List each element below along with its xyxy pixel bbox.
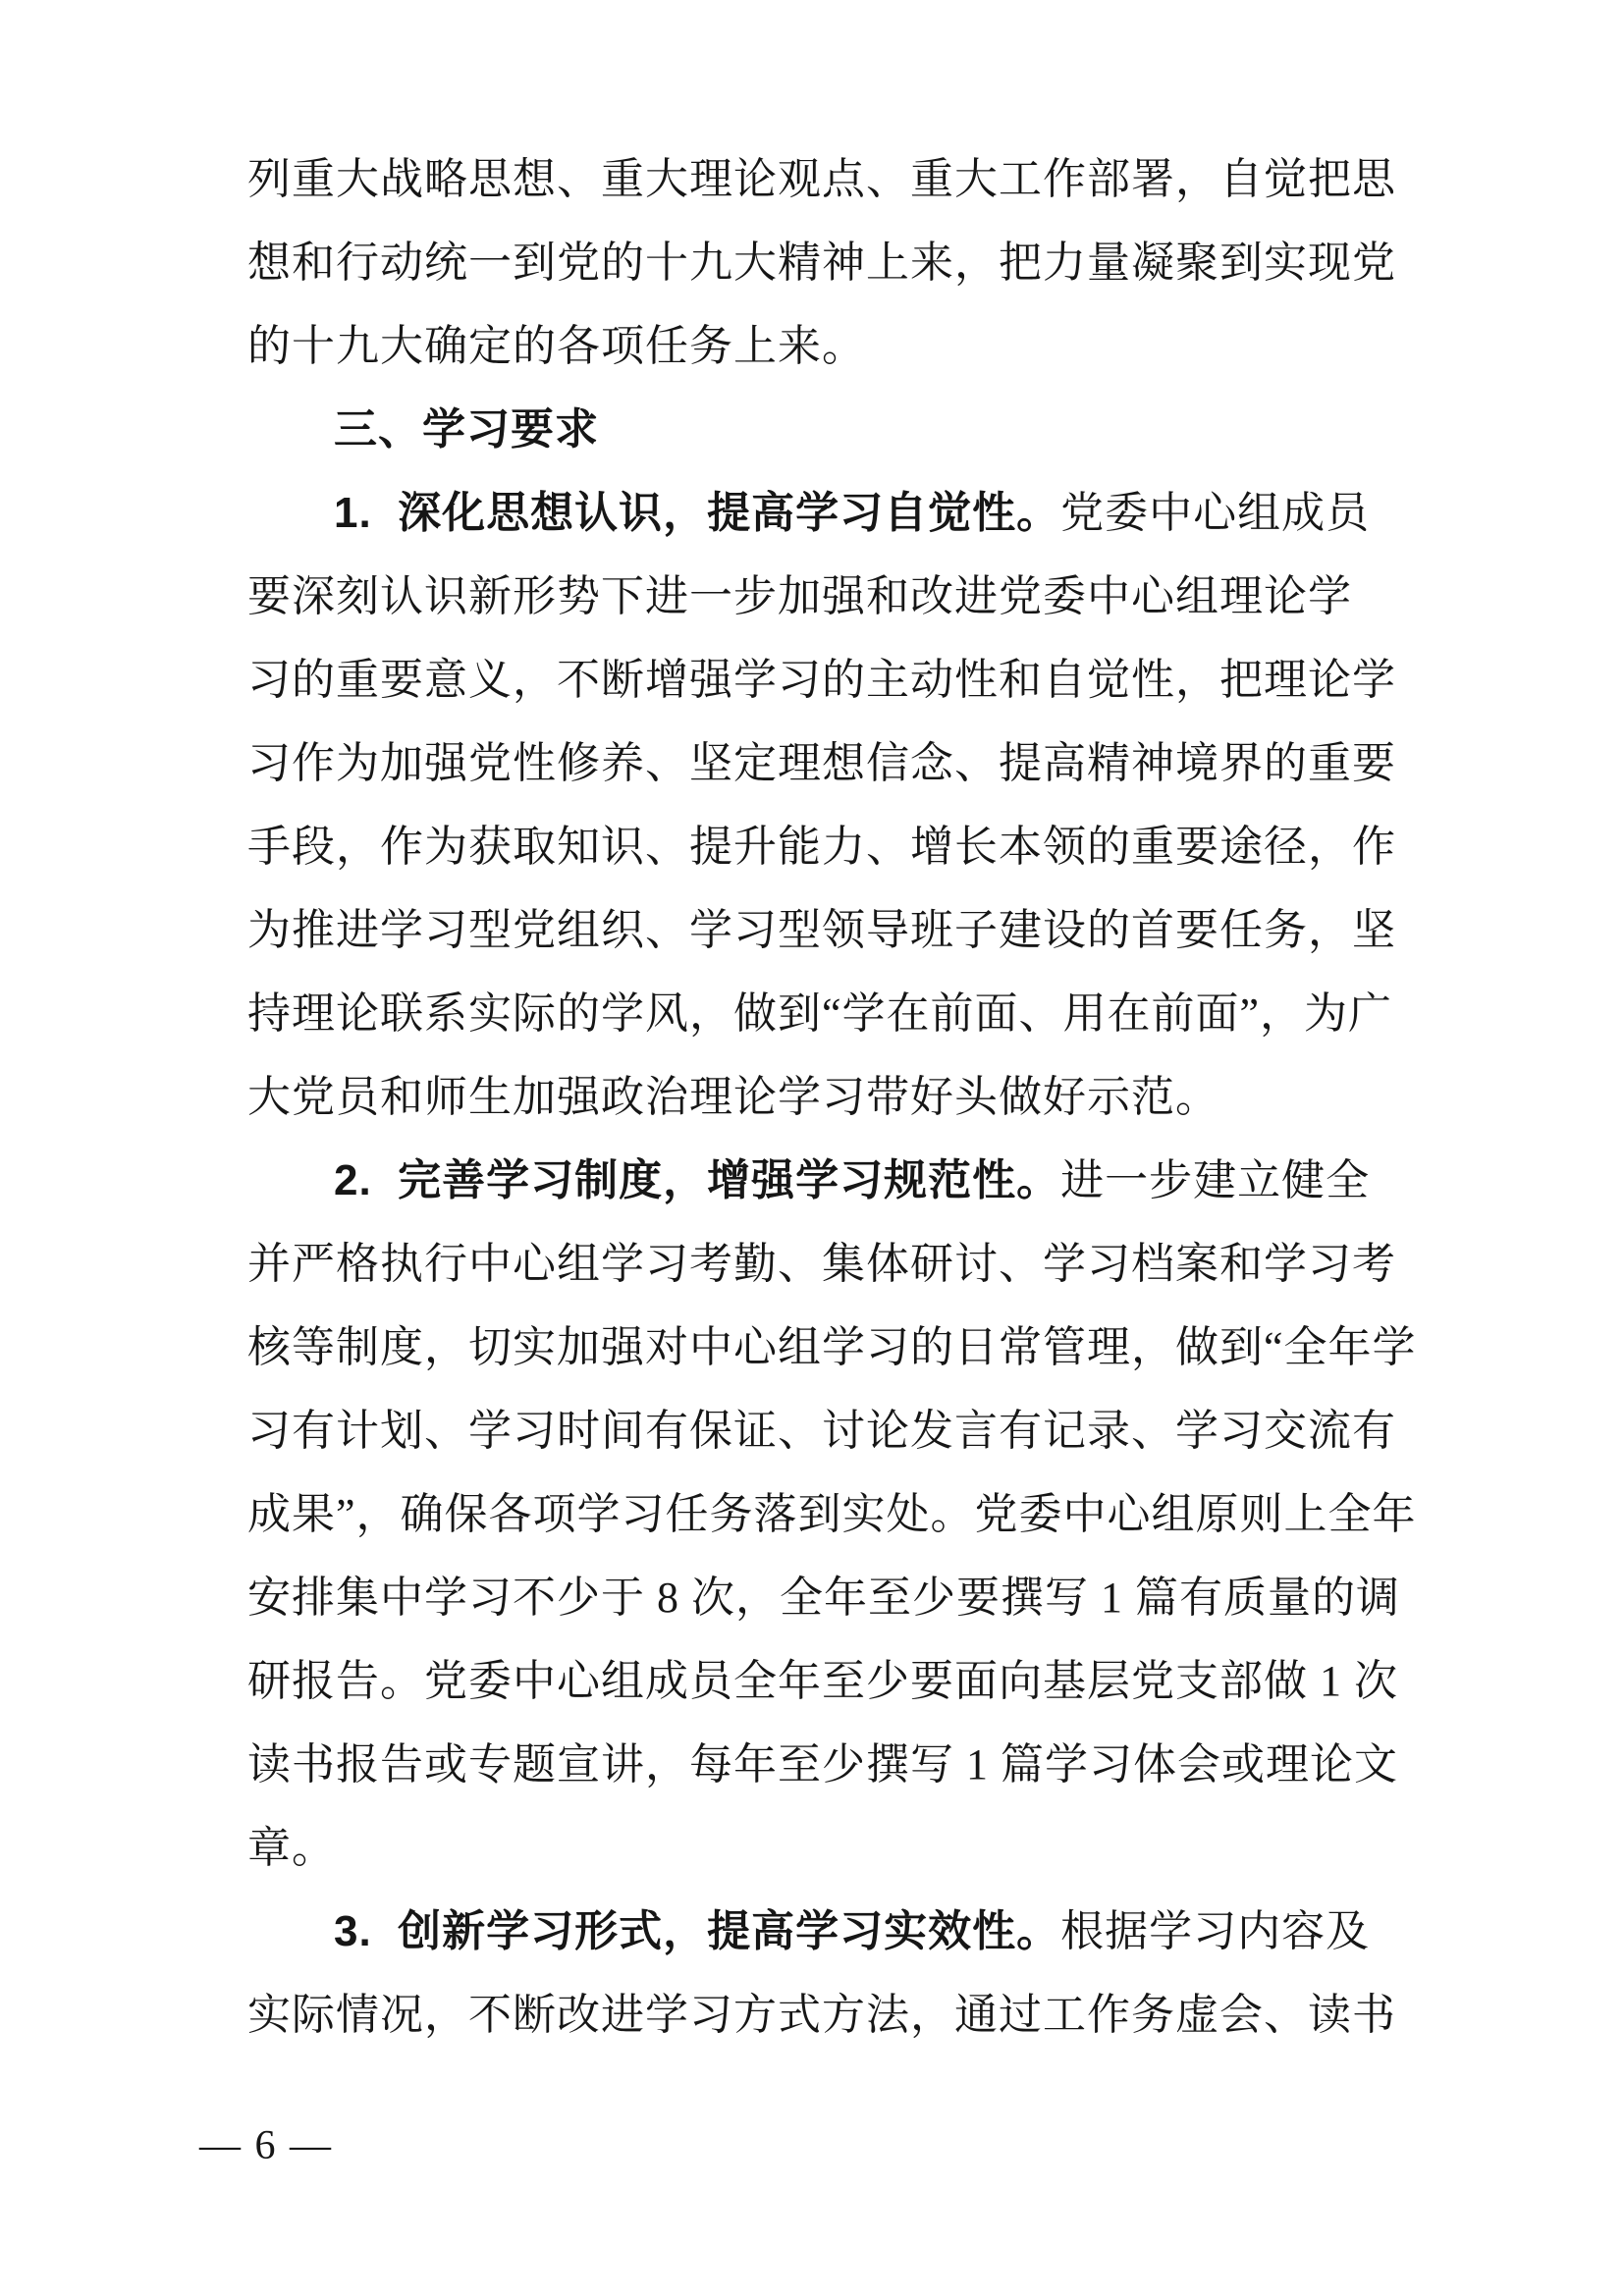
heading-segment: 2. 完善学习制度，增强学习规范性。 bbox=[334, 1156, 1061, 1204]
text-line bbox=[247, 805, 1396, 888]
text-line bbox=[247, 1973, 1396, 2056]
body-segment: 想和行动统一到党的十九大精神上来，把力量凝聚到实现党 bbox=[247, 239, 1396, 287]
body-segment: 习的重要意义，不断增强学习的主动性和自觉性，把理论学 bbox=[247, 656, 1396, 704]
text-line bbox=[247, 972, 1393, 1055]
text-line bbox=[247, 137, 1396, 221]
body-segment: 党委中心组成员 bbox=[1060, 489, 1371, 537]
text-line bbox=[247, 1806, 1386, 1890]
body-segment: 习有计划、学习时间有保证、讨论发言有记录、学习交流有 bbox=[247, 1407, 1396, 1455]
text-line bbox=[247, 721, 1396, 805]
heading-segment: 3. 创新学习形式，提高学习实效性。 bbox=[334, 1907, 1061, 1955]
body-segment: 大党员和师生加强政治理论学习带好头做好示范。 bbox=[247, 1073, 1219, 1121]
text-line bbox=[247, 1890, 1386, 1973]
text-line bbox=[247, 1306, 1417, 1389]
text-line bbox=[247, 1139, 1386, 1222]
text-line bbox=[247, 1389, 1396, 1472]
body-segment: 的十九大确定的各项任务上来。 bbox=[247, 322, 866, 370]
text-line bbox=[247, 1472, 1417, 1556]
text-line bbox=[247, 1639, 1398, 1723]
text-line bbox=[247, 555, 1386, 638]
body-segment: 实际情况，不断改进学习方式方法，通过工作务虚会、读书 bbox=[247, 1991, 1396, 2039]
body-segment: 进一步建立健全 bbox=[1060, 1156, 1371, 1204]
text-line bbox=[247, 1723, 1398, 1806]
body-segment: 根据学习内容及 bbox=[1060, 1907, 1371, 1955]
text-line bbox=[247, 388, 1386, 471]
body-segment: 习作为加强党性修养、坚定理想信念、提高精神境界的重要 bbox=[247, 739, 1396, 787]
body-segment: 并严格执行中心组学习考勤、集体研讨、学习档案和学习考 bbox=[247, 1240, 1396, 1288]
body-segment: 成果”，确保各项学习任务落到实处。党委中心组原则上全年 bbox=[247, 1490, 1417, 1538]
page-number: — 6 — bbox=[199, 2123, 333, 2168]
body-segment: 章。 bbox=[247, 1824, 336, 1872]
text-line bbox=[247, 638, 1396, 721]
body-segment: 核等制度，切实加强对中心组学习的日常管理，做到“全年学 bbox=[247, 1323, 1417, 1371]
body-segment: 手段，作为获取知识、提升能力、增长本领的重要途径，作 bbox=[247, 823, 1396, 871]
text-line bbox=[247, 304, 1386, 388]
text-line bbox=[247, 888, 1396, 972]
body-segment: 列重大战略思想、重大理论观点、重大工作部署，自觉把思 bbox=[247, 155, 1396, 203]
text-line bbox=[247, 471, 1386, 555]
text-line bbox=[247, 1222, 1396, 1306]
document-body bbox=[247, 137, 1417, 2056]
text-line bbox=[247, 1055, 1386, 1139]
body-segment: 读书报告或专题宣讲，每年至少撰写 1 篇学习体会或理论文 bbox=[247, 1740, 1398, 1789]
body-segment: 为推进学习型党组织、学习型领导班子建设的首要任务，坚 bbox=[247, 906, 1396, 954]
body-segment: 安排集中学习不少于 8 次，全年至少要撰写 1 篇有质量的调 bbox=[247, 1574, 1400, 1622]
body-segment: 要深刻认识新形势下进一步加强和改进党委中心组理论学 bbox=[247, 572, 1352, 620]
text-line bbox=[247, 1556, 1400, 1639]
heading-segment: 三、学习要求 bbox=[334, 405, 599, 454]
body-segment: 持理论联系实际的学风，做到“学在前面、用在前面”，为广 bbox=[247, 989, 1393, 1038]
body-segment: 研报告。党委中心组成员全年至少要面向基层党支部做 1 次 bbox=[247, 1657, 1398, 1705]
heading-segment: 1. 深化思想认识，提高学习自觉性。 bbox=[334, 489, 1061, 537]
text-line bbox=[247, 221, 1396, 304]
